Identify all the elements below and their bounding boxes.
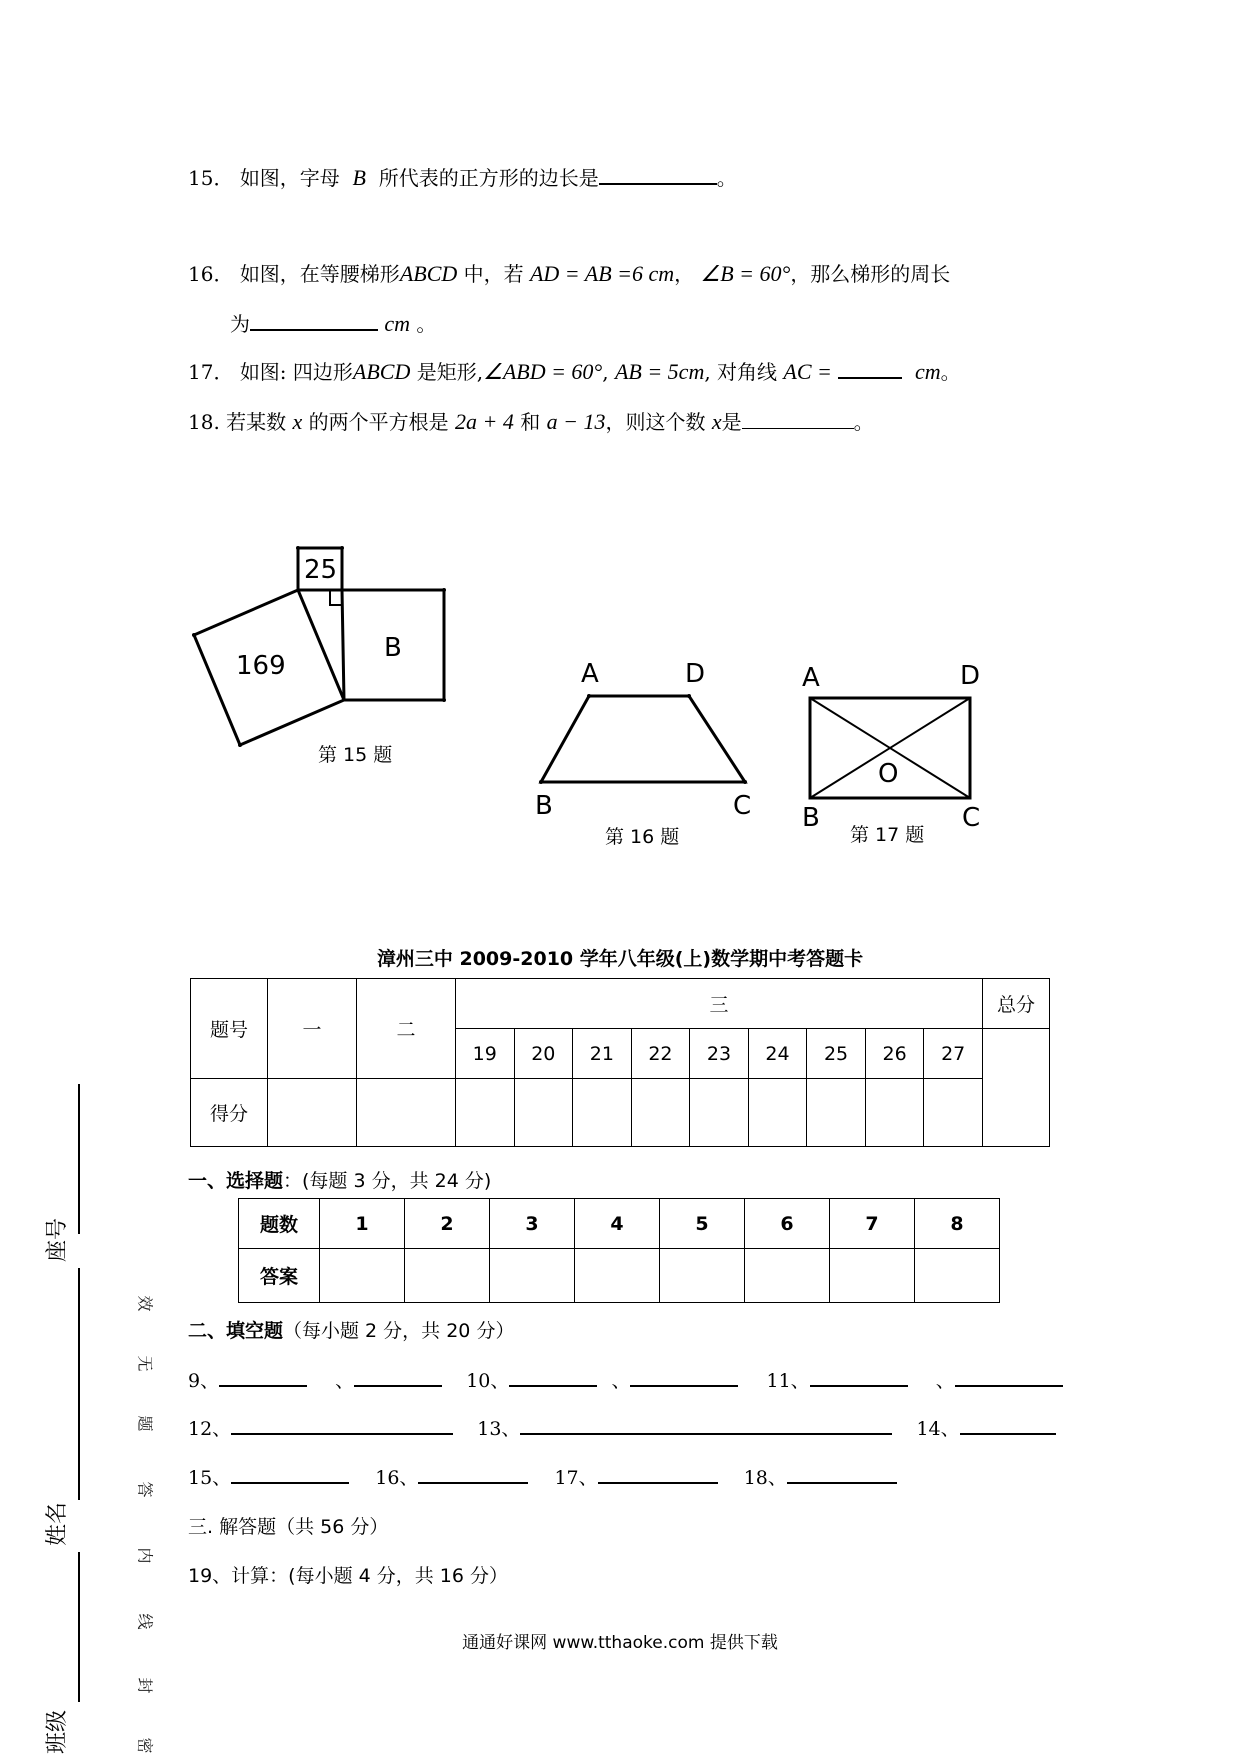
q17-var2: ∠ABD = 60°: [483, 359, 603, 384]
score-total-cell[interactable]: [983, 1029, 1050, 1147]
q18-var2: 2a + 4: [455, 409, 514, 434]
class-line: [78, 1552, 80, 1702]
seat-label: 座号: [45, 1217, 70, 1262]
score-cell[interactable]: [748, 1079, 807, 1147]
section-3-heading: 三. 解答题（共 56 分）: [188, 1516, 389, 1538]
mc-num: 8: [915, 1199, 1000, 1249]
mc-label-answer: 答案: [239, 1249, 320, 1303]
fill-label: 13、: [477, 1418, 521, 1440]
mc-num: 7: [830, 1199, 915, 1249]
q18-var4: x: [711, 409, 722, 434]
mc-num: 2: [405, 1199, 490, 1249]
score-sub: 21: [573, 1029, 632, 1079]
seal-char: 封: [135, 1677, 155, 1694]
fig17-label-b: B: [802, 803, 820, 832]
fill-label: 15、: [188, 1467, 232, 1489]
mc-num: 4: [575, 1199, 660, 1249]
q18-text4: ，则这个数: [605, 410, 706, 434]
fill-blank[interactable]: [520, 1419, 892, 1435]
seal-char: 答: [135, 1481, 155, 1498]
q16-unit: cm: [384, 311, 411, 336]
class-label: 班级: [45, 1709, 70, 1754]
mc-answer-cell[interactable]: [575, 1249, 660, 1303]
fill-row-1: [188, 1366, 1063, 1393]
score-sub: 19: [456, 1029, 515, 1079]
score-col-sec1: 一: [268, 979, 357, 1079]
score-cell[interactable]: [268, 1079, 357, 1147]
section-2-heading: [188, 1316, 514, 1343]
q18-var1: x: [292, 409, 303, 434]
fig16-label-b: B: [535, 791, 553, 818]
score-sub: 25: [807, 1029, 866, 1079]
seal-char: 线: [135, 1613, 155, 1630]
q18-text: 若某数: [226, 410, 287, 434]
q15-text: 如图，字母: [239, 166, 340, 190]
q16-end: 。: [416, 312, 437, 336]
fig17-caption: 第 17 题: [850, 824, 925, 846]
score-cell[interactable]: [456, 1079, 515, 1147]
question-15: [188, 162, 737, 191]
fig17-label-d: D: [960, 661, 981, 691]
seal-char: 效: [135, 1295, 155, 1312]
figure-15: [180, 530, 470, 760]
fill-label: 16、: [375, 1467, 419, 1489]
q17-text2: 是矩形,: [416, 360, 484, 384]
score-sub: 26: [865, 1029, 924, 1079]
q16-number: 16．: [188, 262, 234, 286]
fig17-label-c: C: [962, 803, 981, 832]
mc-answer-cell[interactable]: [660, 1249, 745, 1303]
mc-answer-cell[interactable]: [915, 1249, 1000, 1303]
fig17-label-o: O: [878, 759, 899, 789]
q15-number: 15．: [188, 166, 234, 190]
q17-text: 如图: 四边形: [239, 360, 353, 384]
section-1-title: 一、选择题: [188, 1170, 284, 1192]
figure-17: [790, 652, 990, 832]
fill-label: 14、: [916, 1418, 960, 1440]
fill-blank[interactable]: [354, 1371, 442, 1387]
fill-blank[interactable]: [598, 1468, 718, 1484]
score-col-sec2: 二: [357, 979, 456, 1079]
score-cell[interactable]: [865, 1079, 924, 1147]
q15-var: B: [352, 165, 366, 190]
seal-char: 题: [135, 1415, 155, 1432]
score-table: [190, 978, 1050, 1147]
score-sub: 22: [631, 1029, 690, 1079]
q18-end: 。: [853, 410, 874, 434]
q16-var2: AD = AB =6 cm: [529, 261, 675, 286]
section-1-heading: [188, 1166, 491, 1193]
score-col-sec3: 三: [456, 979, 983, 1029]
q16-blank[interactable]: [250, 311, 378, 331]
question-17: [188, 356, 961, 385]
score-col-total: 总分: [983, 979, 1050, 1029]
fig15-right-angle: [330, 590, 342, 605]
mc-num: 5: [660, 1199, 745, 1249]
q17-var1: ABCD: [352, 359, 411, 384]
fig15-label-large: 169: [236, 651, 286, 681]
multiple-choice-table: [238, 1198, 1000, 1303]
q16-text3: ，: [674, 262, 695, 286]
question-19-heading: 19、计算：(每小题 4 分，共 16 分）: [188, 1565, 509, 1587]
q15-end: 。: [716, 166, 737, 190]
mc-num: 6: [745, 1199, 830, 1249]
fill-blank[interactable]: [630, 1371, 738, 1387]
fig17-label-a: A: [802, 663, 820, 693]
fill-blank[interactable]: [219, 1371, 307, 1387]
question-18: [188, 406, 874, 435]
score-cell[interactable]: [357, 1079, 456, 1147]
q17-var3: AB = 5cm: [614, 359, 705, 384]
question-16: [188, 258, 950, 287]
mc-answer-cell[interactable]: [830, 1249, 915, 1303]
q15-text2: 所代表的正方形的边长是: [378, 166, 599, 190]
q15-blank[interactable]: [599, 165, 717, 185]
fig16-label-c: C: [733, 791, 752, 818]
score-sub: 23: [690, 1029, 749, 1079]
q17-number: 17．: [188, 360, 234, 384]
name-label: 姓名: [45, 1501, 70, 1546]
mc-num: 3: [490, 1199, 575, 1249]
mc-answer-cell[interactable]: [490, 1249, 575, 1303]
footer: 通通好课网 www.tthaoke.com 提供下载: [462, 1633, 778, 1653]
fill-blank[interactable]: [418, 1468, 528, 1484]
fig15-label-b: B: [384, 633, 402, 663]
q16-var3: ∠B = 60°: [700, 261, 791, 286]
score-cell[interactable]: [573, 1079, 632, 1147]
seal-char: 内: [135, 1547, 155, 1564]
q16-text2: 中，若: [463, 262, 524, 286]
q16-text: 如图，在等腰梯形: [239, 262, 400, 286]
q16-l2-text: 为: [230, 312, 250, 336]
fill-label: 17、: [554, 1467, 598, 1489]
q17-text3: ,: [602, 360, 609, 384]
fill-label: 、: [611, 1370, 631, 1392]
q18-text3: 和: [520, 410, 541, 434]
fill-label: 、: [335, 1370, 355, 1392]
seat-line: [78, 1084, 80, 1234]
section-2-title: 二、填空题: [188, 1320, 284, 1342]
name-line: [78, 1268, 80, 1500]
score-label: 得分: [191, 1079, 268, 1147]
q17-end: 。: [940, 360, 961, 384]
fill-label: 10、: [466, 1370, 510, 1392]
score-sub: 27: [924, 1029, 983, 1079]
fig15-caption: 第 15 题: [318, 744, 393, 766]
score-cell[interactable]: [514, 1079, 573, 1147]
q18-text5: 是: [721, 410, 742, 434]
score-cell[interactable]: [690, 1079, 749, 1147]
fig16-label-d: D: [685, 659, 706, 689]
fill-label: 12、: [188, 1418, 232, 1440]
score-sub: 20: [514, 1029, 573, 1079]
score-cell[interactable]: [807, 1079, 866, 1147]
mc-answer-cell[interactable]: [745, 1249, 830, 1303]
score-cell[interactable]: [924, 1079, 983, 1147]
mc-answer-cell[interactable]: [405, 1249, 490, 1303]
mc-label-num: 题数: [239, 1199, 320, 1249]
fig16-label-a: A: [581, 659, 599, 689]
fig16-trapezoid: [541, 696, 745, 782]
fill-label: 9、: [188, 1370, 220, 1392]
q18-blank[interactable]: [742, 410, 854, 429]
fill-row-2: [188, 1414, 1056, 1441]
fig15-label-small: 25: [304, 555, 338, 585]
fill-blank[interactable]: [960, 1419, 1056, 1435]
fill-label: 、: [935, 1370, 955, 1392]
fill-blank[interactable]: [787, 1468, 897, 1484]
fill-blank[interactable]: [955, 1371, 1063, 1387]
q16-text4: ，那么梯形的周长: [790, 262, 951, 286]
fill-blank[interactable]: [509, 1371, 597, 1387]
mc-num: 1: [320, 1199, 405, 1249]
mc-answer-cell[interactable]: [320, 1249, 405, 1303]
seal-char: 无: [135, 1355, 155, 1372]
fill-blank[interactable]: [231, 1468, 349, 1484]
fill-row-3: [188, 1463, 897, 1490]
q17-blank[interactable]: [838, 359, 902, 379]
score-sub: 24: [748, 1029, 807, 1079]
seal-char: 密: [135, 1737, 155, 1754]
question-16-line2: [230, 308, 436, 337]
fill-label: 11、: [766, 1370, 810, 1392]
answer-card-title: 漳州三中 2009-2010 学年八年级(上)数学期中考答题卡: [376, 948, 864, 970]
fill-label: 18、: [743, 1467, 787, 1489]
section-1-rule: ：(每题 3 分，共 24 分): [283, 1170, 492, 1192]
q17-var4: AC =: [783, 359, 832, 384]
fill-blank[interactable]: [810, 1371, 908, 1387]
q18-var3: a − 13: [546, 409, 606, 434]
section-2-rule: （每小题 2 分，共 20 分）: [283, 1320, 515, 1342]
fill-blank[interactable]: [231, 1419, 453, 1435]
score-cell[interactable]: [631, 1079, 690, 1147]
q17-unit: cm: [914, 359, 941, 384]
q16-var1: ABCD: [399, 261, 458, 286]
q17-text4: , 对角线: [704, 360, 778, 384]
score-row-label: 题号: [191, 979, 268, 1079]
q18-number: 18.: [188, 410, 220, 434]
q18-text2: 的两个平方根是: [308, 410, 449, 434]
fig16-caption: 第 16 题: [605, 826, 680, 848]
figure-16: [525, 648, 765, 818]
